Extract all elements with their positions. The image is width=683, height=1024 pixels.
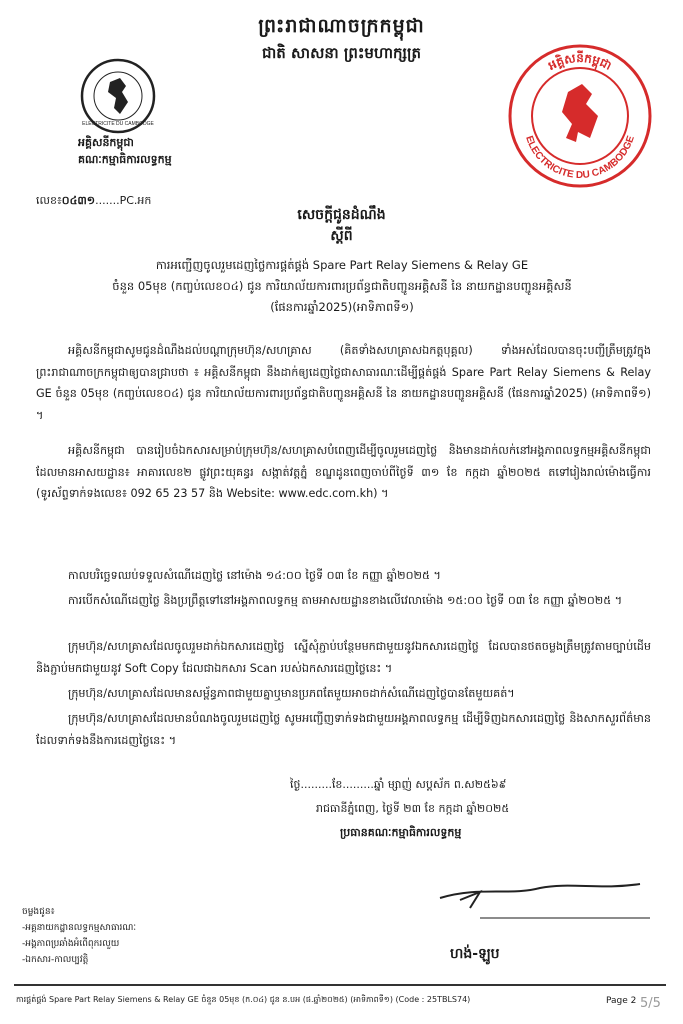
subject-line-1: ការអញ្ជើញចូលរួមដេញថ្លៃការផ្គត់ផ្គង់ Spare Part Relay Siemens & Relay GE (155, 258, 529, 272)
subject (36, 255, 648, 318)
committee-name: គណៈកម្មាធិការលទ្ធកម្ម (78, 153, 172, 166)
ref-number: ០៤៣១ (61, 194, 96, 207)
paragraph-5: ក្រុមហ៊ុន/សហគ្រាសដែលចូលរួមដាក់ឯកសារដេញថ្លៃ ស្នើសុំភ្ជាប់បន្ថែមមកជាមួយនូវឯកសារដេញថ្លៃ ដែលបានថតចម្លងត្រឹមត្រូវតាមច្បាប់ដើម និងភ្ជាប់មកជាមួយនូវ Soft Copy ដែលជាឯកសារ Scan របស់ឯកសារដេញថ្លៃនេះ ។ (36, 640, 651, 675)
signature-icon (420, 868, 660, 928)
official-stamp-icon (506, 42, 654, 190)
svg-text:ELECTRICITE DU CAMBODGE: ELECTRICITE DU CAMBODGE (523, 134, 637, 182)
kingdom-title: ព្រះរាជាណាចក្រកម្ពុជា (258, 15, 425, 37)
footer-text: ការផ្គត់ផ្គង់ Spare Part Relay Siemens & Relay GE ចំនួន 05មុខ (ក.០៤) ជូន ន.បអ (ផ.ឆ្នាំ២០២៥) (អាទិភាពទី១) (Code : 25TBLS74) (16, 995, 471, 1004)
title-sub: ស្តីពី (330, 228, 353, 244)
paragraph-3: កាលបរិច្ឆេទឈប់ទទួលសំណើដេញថ្លៃ នៅម៉ោង ១៤:០០ ថ្ងៃទី ០៣ ខែ កញ្ញា ឆ្នាំ២០២៥ ។ (68, 569, 441, 582)
city-date: រាជធានីភ្នំពេញ, ថ្ងៃទី ២៣ ខែ កក្កដា ឆ្នាំ២០២៥ (316, 802, 510, 815)
ref-suffix: .......PC.អក (95, 194, 152, 207)
notice-title (0, 205, 683, 247)
signatory-title: ប្រធានគណៈកម្មាធិការលទ្ធកម្ម (340, 826, 462, 839)
title-main: សេចក្តីជូនដំណឹង (297, 207, 386, 223)
paragraph-2: អគ្គិសនីកម្ពុជា បានរៀបចំឯកសារសម្រាប់ក្រុមហ៊ុន/សហគ្រាសបំពេញដើម្បីចូលរួមដេញថ្លៃ និងមានដាក់លក់នៅអង្គភាពលទ្ធកម្មអគ្គិសនីកម្ពុជា ដែលមានអាសយដ្ឋាន៖ អាគារលេខ២ ផ្លូវព្រះយុគន្ធរ សង្កាត់វត្តភ្នំ ខណ្ឌដូនពេញចាប់ពីថ្ងៃទី ៣១ ខែ កក្កដា ឆ្នាំ២០២៥ តទៅរៀងរាល់ម៉ោងធ្វើការ (ទូរស័ព្ទទាក់ទងលេខ៖ 092 65 23 57 និង Website: www.edc.com.kh) ។ (36, 444, 651, 500)
cc-item: -អគ្គនាយកដ្ឋានលទ្ធកម្មសាធារណៈ (22, 923, 137, 933)
cc-title: ចម្លងជូន៖ (22, 907, 55, 917)
subject-line-2: ចំនួន 05មុខ (កញ្ចប់លេខ០៤) ជូន ការិយាល័យការពារប្រព័ន្ធជាតិបញ្ជូនអគ្គិសនី នៃ នាយកដ្ឋានបញ្ជូនអគ្គិសនី (112, 279, 572, 293)
viewer-page-badge: 5/5 (640, 996, 661, 1011)
cc-item: -ឯកសារ-កាលប្បវត្តិ (22, 955, 89, 965)
page-number: Page 2 (606, 996, 637, 1006)
paragraph-6: ក្រុមហ៊ុន/សហគ្រាសដែលមានសម្ព័ន្ធភាពជាមួយគ្នាឬមានប្រភពតែមួយអាចដាក់សំណើដេញថ្លៃបានតែមួយគត់។ (68, 687, 515, 700)
svg-text:អគ្គិសនីកម្ពុជា: អគ្គិសនីកម្ពុជា (545, 51, 614, 73)
org-name: អគ្គិសនីកម្ពុជា (78, 136, 134, 149)
kingdom-motto: ជាតិ សាសនា ព្រះមហាក្សត្រ (262, 44, 421, 62)
paragraph-7: ក្រុមហ៊ុន/សហគ្រាសដែលមានបំណងចូលរួមដេញថ្លៃ សូមអញ្ជើញទាក់ទងជាមួយអង្គភាពលទ្ធកម្ម ដើម្បីទិញឯកសារដេញថ្លៃ និងសាកសួរព័ត៌មាន ដែលទាក់ទងនឹងការដេញថ្លៃនេះ ។ (36, 712, 651, 747)
lunar-date: ថ្ងៃ.........ខែ.........ឆ្នាំ ម្សាញ់ សប្តស័ក ព.ស២៥៦៩ (290, 778, 507, 791)
cc-item: -អង្គភាពប្រឆាំងអំពើពុករលួយ (22, 939, 120, 949)
paragraph-4: ការបើកសំណើដេញថ្លៃ និងប្រព្រឹត្តទៅនៅអង្គភាពលទ្ធកម្ម តាមអាសយដ្ឋានខាងលើវេលាម៉ោង ១៥:០០ ថ្ងៃទី ០៣ ខែ កញ្ញា ឆ្នាំ២០២៥ ។ (68, 594, 623, 607)
signatory-name: ហង់-ឡូប (450, 946, 500, 962)
org-block (78, 134, 172, 168)
ref-label: លេខ៖ (36, 194, 62, 207)
paragraph-1: អគ្គិសនីកម្ពុជាសូមជូនដំណឹងដល់បណ្តាក្រុមហ៊ុន/សហគ្រាស (គិតទាំងសហគ្រាសឯកត្តបុគ្គល) ទាំងអស់ដែលបានចុះបញ្ជីត្រឹមត្រូវក្នុងព្រះរាជាណាចក្រកម្ពុជាឲ្យបានជ្រាបថា ៖ អគ្គិសនីកម្ពុជា នឹងដាក់ឲ្យដេញថ្លៃជាសាធារណៈដើម្បីផ្គត់ផ្គង់ Spare Part Relay Siemens & Relay GE ចំនួន 05មុខ (កញ្ចប់លេខ០៤) ជូន ការិយាល័យការពារប្រព័ន្ធជាតិបញ្ជូនអគ្គិសនី នៃ នាយកដ្ឋានបញ្ជូនអគ្គិសនី (ផែនការឆ្នាំ2025) (អាទិភាពទី១) ។ (36, 344, 651, 422)
footer-divider (14, 984, 666, 986)
subject-line-3: (ផែនការឆ្នាំ2025)(អាទិភាពទី១) (270, 300, 414, 314)
svg-text:ELECTRICITE DU CAMBODGE: ELECTRICITE DU CAMBODGE (82, 121, 154, 127)
cc-list (22, 904, 136, 968)
edc-logo-icon (80, 58, 156, 134)
